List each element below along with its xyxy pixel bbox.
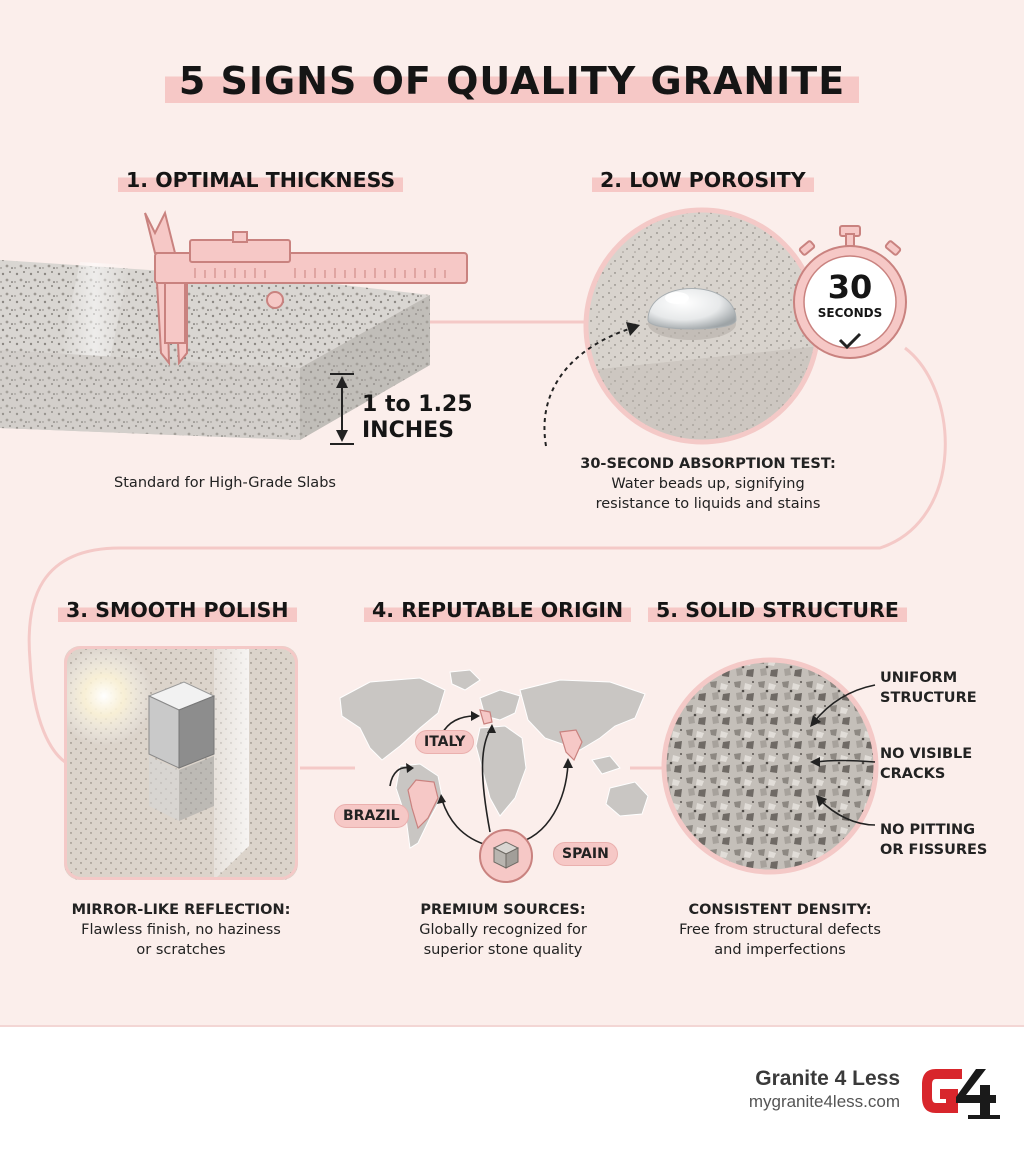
brand-url[interactable]: mygranite4less.com xyxy=(748,1092,900,1111)
caliper-icon xyxy=(135,208,475,373)
brand-block xyxy=(749,1067,900,1113)
porosity-caption: 30-SECOND ABSORPTION TEST: Water beads up, signifying resistance to liquids and stains xyxy=(580,456,836,512)
g4l-logo-icon xyxy=(918,1063,1004,1121)
country-tag-brazil: BRAZIL xyxy=(334,804,409,828)
dotted-arrow-icon xyxy=(536,316,646,456)
brand-name: Granite 4 Less xyxy=(755,1067,900,1090)
section-structure-heading: 5. SOLID STRUCTURE xyxy=(648,596,907,622)
footer xyxy=(0,1025,1024,1154)
timer-value: 30 xyxy=(827,268,873,306)
polished-cube-image xyxy=(64,646,298,880)
label-uniform-structure: UNIFORM STRUCTURE xyxy=(880,670,977,706)
label-no-pitting: NO PITTING OR FISSURES xyxy=(880,822,988,858)
section-origin-heading: 4. REPUTABLE ORIGIN xyxy=(364,596,631,622)
section-polish-heading: 3. SMOOTH POLISH xyxy=(58,596,297,622)
page-title: 5 SIGNS OF QUALITY GRANITE xyxy=(0,55,1024,103)
structure-arrows-icon xyxy=(800,680,890,860)
country-tag-spain: SPAIN xyxy=(553,842,618,866)
polish-caption: MIRROR-LIKE REFLECTION: Flawless finish, no haziness or scratches xyxy=(71,902,291,958)
timer-unit: SECONDS xyxy=(817,306,883,320)
country-tag-italy: ITALY xyxy=(415,730,474,754)
thickness-caption: Standard for High-Grade Slabs xyxy=(114,475,336,491)
section-thickness-heading: 1. OPTIMAL THICKNESS xyxy=(118,166,403,192)
thickness-measurement: 1 to 1.25 INCHES xyxy=(362,392,473,443)
section-porosity-heading: 2. LOW POROSITY xyxy=(592,166,814,192)
label-no-visible-cracks: NO VISIBLE CRACKS xyxy=(880,746,973,782)
structure-caption: CONSISTENT DENSITY: Free from structural defects and imperfections xyxy=(679,902,881,958)
origin-caption: PREMIUM SOURCES: Globally recognized for superior stone quality xyxy=(419,902,587,958)
granite-block-icon xyxy=(478,828,534,884)
